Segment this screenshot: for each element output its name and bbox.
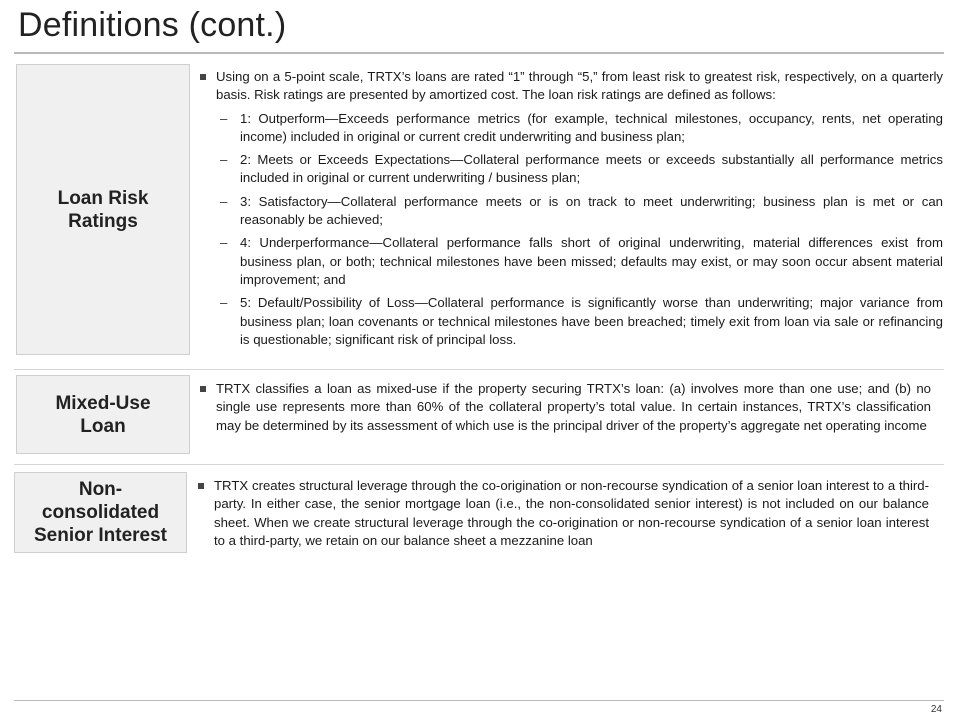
footer-divider [14, 700, 944, 701]
title-divider [14, 52, 944, 54]
square-bullet-icon [200, 74, 206, 80]
mixed-use-loan-content [200, 380, 931, 435]
mixed-use-loan-label: Mixed-Use Loan [16, 375, 190, 454]
sub-item-text: 5: Default/Possibility of Loss—Collateral performance is significantly worse than underwriting; major variance from business plan; loan covenants or technical milestones have been breached; timely exit from loan via sale or refinancing is questionable; significant risk of principal loss. [240, 295, 943, 347]
section-divider [14, 369, 944, 370]
sub-item [200, 234, 943, 289]
non-consolidated-senior-interest-content [198, 477, 929, 550]
page-number: 24 [930, 704, 942, 715]
loan-risk-ratings-content [200, 68, 943, 349]
bullet-item [200, 68, 943, 105]
sub-item [200, 294, 943, 349]
loan-risk-ratings-label: Loan Risk Ratings [16, 64, 190, 355]
bullet-text: Using on a 5-point scale, TRTX’s loans are rated “1” through “5,” from least risk to greatest risk, respectively, on a quarterly basis. Risk ratings are presented by amortized cost. The loan risk ratings are defined as follows: [216, 69, 943, 103]
page-title: Definitions (cont.) [18, 6, 287, 44]
dash-icon: – [220, 110, 228, 126]
sub-item-text: 3: Satisfactory—Collateral performance meets or is on track to meet underwriting; business plan is met or can reasonably be achieved; [240, 193, 943, 228]
square-bullet-icon [198, 483, 204, 489]
bullet-text: TRTX classifies a loan as mixed-use if the property securing TRTX’s loan: (a) involves more than one use; and (b) no single use represents more than 60% of the collateral property’s total value. In certain instances, TRTX’s classification may be determined by its assessment of which use is the principal driver of the property’s aggregate net operating income [216, 381, 931, 433]
dash-icon: – [220, 295, 228, 311]
bullet-item [200, 380, 931, 435]
dash-icon: – [220, 193, 228, 209]
dash-icon: – [220, 152, 228, 168]
dash-icon: – [220, 235, 228, 251]
sub-item-text: 4: Underperformance—Collateral performance falls short of original underwriting, material differences exist from business plan, or both; technical milestones have been missed; defaults may exist, or may soon occur absent material improvement; and [240, 235, 943, 287]
section-divider [14, 464, 944, 465]
sub-item [200, 151, 943, 188]
bullet-item [198, 477, 929, 550]
square-bullet-icon [200, 386, 206, 392]
sub-item [200, 193, 943, 230]
sub-item [200, 110, 943, 147]
sub-item-text: 1: Outperform—Exceeds performance metrics (for example, technical milestones, occupancy, rents, net operating income) included in original or current credit underwriting and business plan; [240, 110, 943, 144]
sub-item-text: 2: Meets or Exceeds Expectations—Collateral performance meets or exceeds substantially all performance metrics included in original or current underwriting / business plan; [240, 152, 943, 186]
bullet-text: TRTX creates structural leverage through the co-origination or non-recourse syndication of a senior loan interest to a third-party. In either case, the senior mortgage loan (i.e., the non-consolidated senior interest) is not included on our balance sheet. When we create structural leverage through the co-origination or non-recourse syndication of a senior loan interest to a third-party, we retain on our balance sheet a mezzanine loan [214, 478, 929, 548]
non-consolidated-senior-interest-label: Non-consolidated Senior Interest [14, 472, 187, 553]
